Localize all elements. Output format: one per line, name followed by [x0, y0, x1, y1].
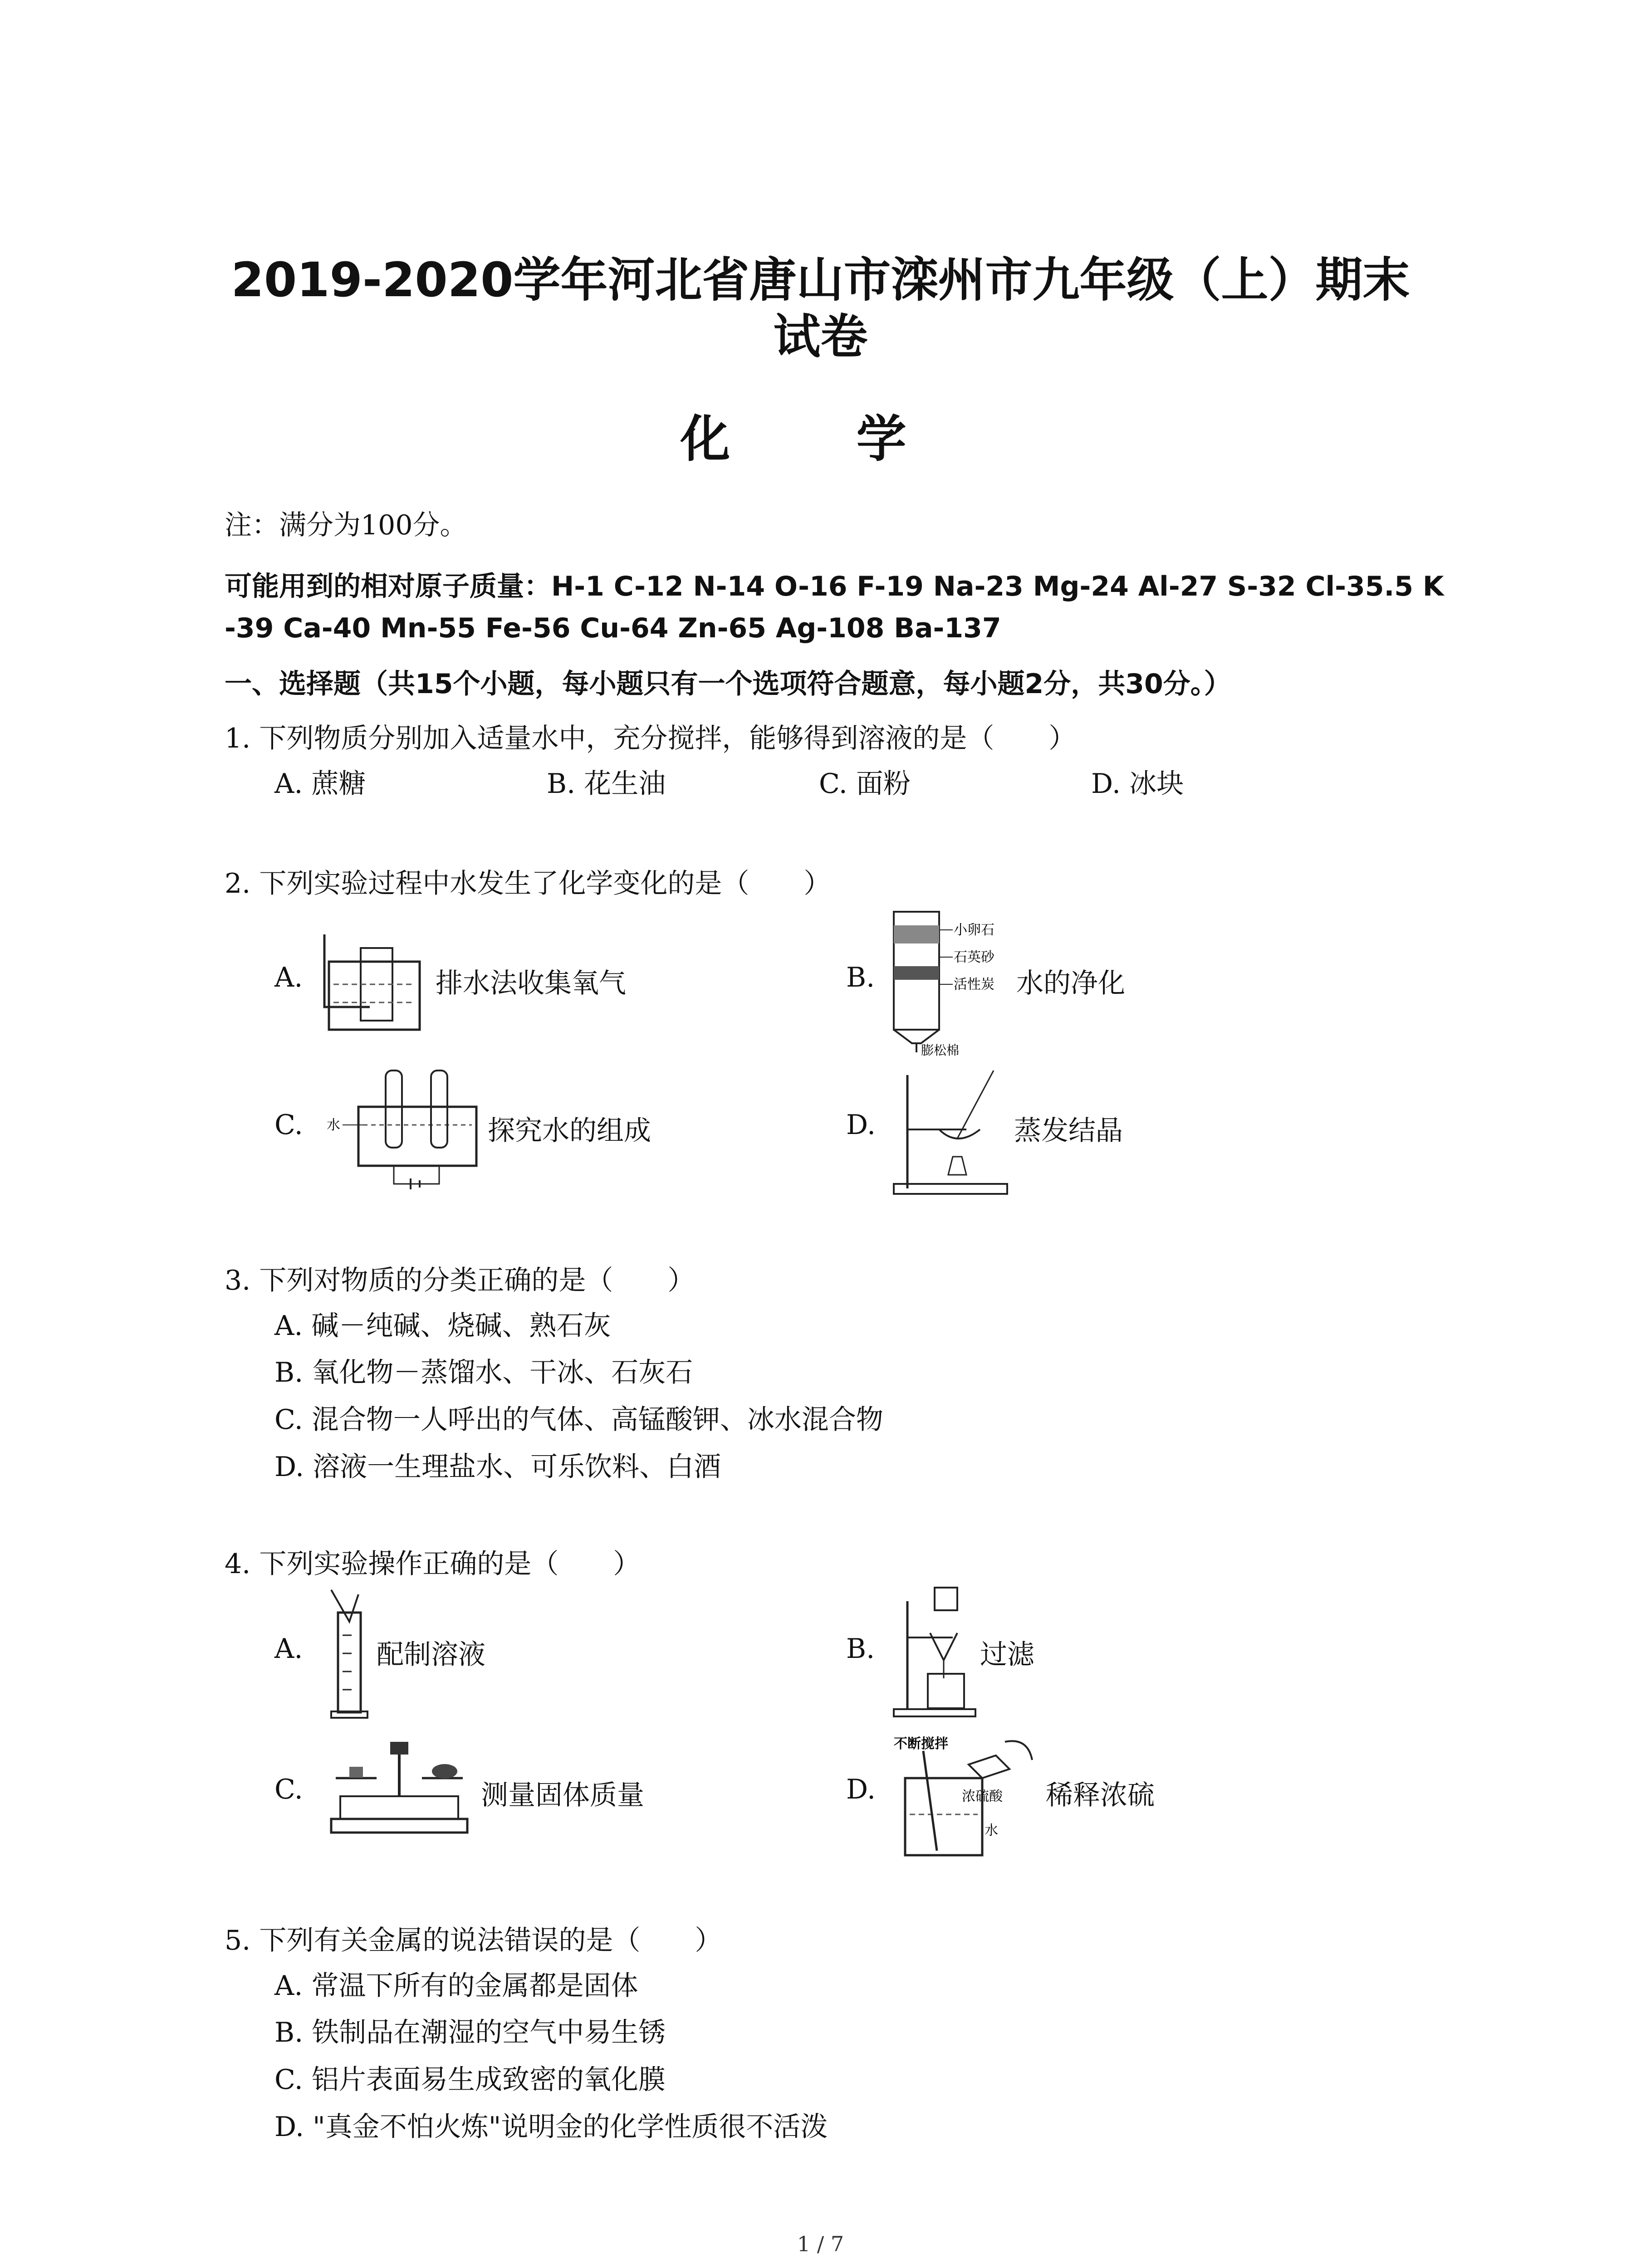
question-1-option-d: D. 冰块: [1091, 768, 1184, 800]
question-4-option-a-text: 配制溶液: [377, 1639, 485, 1671]
electrolysis-figure: [322, 1066, 485, 1193]
question-4-option-a-letter: A.: [274, 1633, 303, 1665]
dilution-figure: [892, 1733, 1046, 1860]
question-3-option-d: D. 溶液一生理盐水、可乐饮料、白酒: [274, 1451, 721, 1483]
question-4-stem: 4. 下列实验操作正确的是（ ）: [225, 1548, 641, 1580]
question-1-option-c: C. 面粉: [819, 768, 911, 800]
figure-label-activated-carbon: 活性炭: [954, 977, 994, 992]
question-2-option-c-letter: C.: [274, 1109, 303, 1141]
question-2-option-d-letter: D.: [846, 1109, 876, 1141]
figure-label-water: 水: [327, 1117, 340, 1133]
question-5-stem: 5. 下列有关金属的说法错误的是（ ）: [225, 1925, 722, 1956]
figure-label-stir: 不断搅拌: [894, 1736, 948, 1752]
question-2-option-d-text: 蒸发结晶: [1014, 1115, 1123, 1147]
question-5-option-c: C. 铝片表面易生成致密的氧化膜: [274, 2064, 666, 2096]
figure-label-cotton: 膨松棉: [921, 1043, 960, 1058]
question-2-option-a-text: 排水法收集氧气: [436, 968, 626, 999]
balance-figure: [322, 1737, 476, 1842]
question-2-option-a-letter: A.: [274, 962, 303, 993]
question-3-option-c: C. 混合物一人呼出的气体、高锰酸钾、冰水混合物: [274, 1404, 883, 1436]
question-4-option-d-letter: D.: [846, 1774, 876, 1805]
filtration-figure: [889, 1583, 980, 1719]
figure-label-quartz-sand: 石英砂: [954, 949, 994, 965]
section-heading: 一、选择题（共15个小题，每小题只有一个选项符合题意，每小题2分，共30分。）: [225, 668, 1231, 700]
subject-title: 化 学: [680, 410, 961, 468]
question-2-option-c-text: 探究水的组成: [488, 1115, 651, 1147]
figure-label-pebbles: 小卵石: [954, 922, 994, 938]
question-5-option-a: A. 常温下所有的金属都是固体: [274, 1970, 638, 2002]
question-4-option-b-text: 过滤: [980, 1639, 1034, 1671]
question-4-option-c-text: 测量固体质量: [481, 1779, 644, 1811]
figure-label-conc-sulfuric: 浓硫酸: [962, 1789, 1003, 1804]
figure-label-water-2: 水: [985, 1823, 998, 1838]
question-3-option-a: A. 碱－纯碱、烧碱、熟石灰: [274, 1310, 611, 1342]
question-3-option-b: B. 氧化物－蒸馏水、干冰、石灰石: [274, 1357, 693, 1388]
score-note: 注：满分为100分。: [225, 509, 467, 541]
evaporation-figure: [889, 1061, 1012, 1198]
question-2-stem: 2. 下列实验过程中水发生了化学变化的是（ ）: [225, 868, 831, 899]
atomic-mass-line2: -39 Ca-40 Mn-55 Fe-56 Cu-64 Zn-65 Ag-108 Ba-137: [225, 612, 1001, 644]
gas-collection-figure: [320, 934, 429, 1034]
exam-title-line1: 2019-2020学年河北省唐山市滦州市九年级（上）期末: [231, 252, 1410, 308]
question-1-option-a: A. 蔗糖: [274, 768, 366, 800]
exam-title-line2: 试卷: [773, 309, 868, 364]
question-5-option-d: D. "真金不怕火炼"说明金的化学性质很不活泼: [274, 2111, 828, 2143]
question-1-stem: 1. 下列物质分别加入适量水中，充分搅拌，能够得到溶液的是（ ）: [225, 723, 1076, 754]
question-2-option-b-letter: B.: [846, 962, 875, 993]
question-4-option-b-letter: B.: [846, 1633, 875, 1665]
question-2-option-b-text: 水的净化: [1016, 968, 1125, 999]
question-5-option-b: B. 铁制品在潮湿的空气中易生锈: [274, 2017, 666, 2048]
question-4-option-d-text: 稀释浓硫: [1046, 1779, 1155, 1811]
page-number: 1 / 7: [797, 2232, 844, 2256]
question-4-option-c-letter: C.: [274, 1774, 303, 1805]
graduated-cylinder-figure: [322, 1585, 377, 1721]
atomic-mass-line1: 可能用到的相对原子质量：H-1 C-12 N-14 O-16 F-19 Na-23 Mg-24 Al-27 S-32 Cl-35.5 K: [225, 571, 1444, 602]
question-3-stem: 3. 下列对物质的分类正确的是（ ）: [225, 1265, 695, 1296]
water-purifier-figure: [885, 907, 1003, 1057]
question-1-option-b: B. 花生油: [547, 768, 666, 800]
